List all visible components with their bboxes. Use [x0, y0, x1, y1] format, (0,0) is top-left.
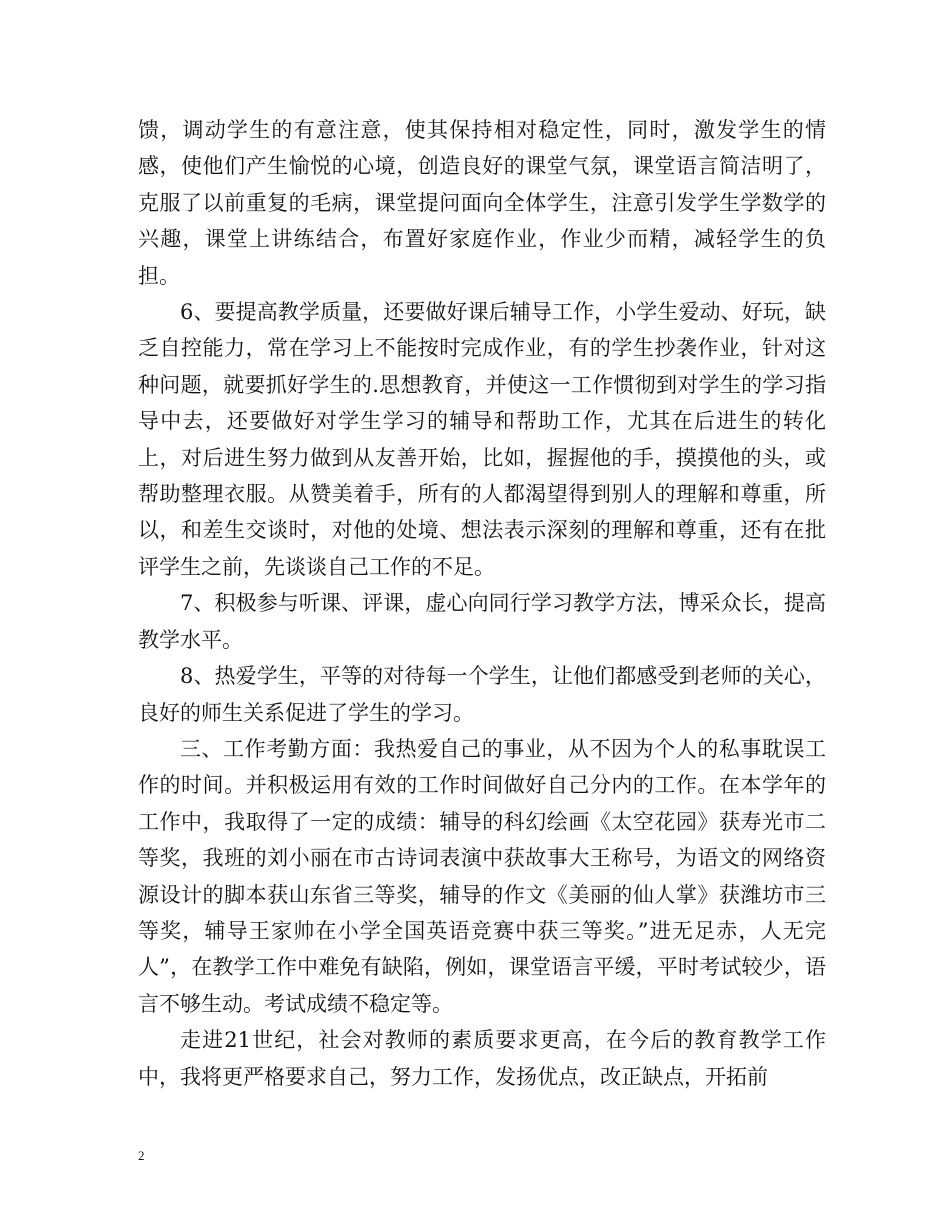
paragraph-item-7: 7、积极参与听课、评课，虚心向同行学习教学方法，博采众长，提高教学水平。: [138, 591, 826, 652]
paragraph-item-8: 8、热爱学生，平等的对待每一个学生，让他们都感受到老师的关心，良好的师生关系促进了学生的学习。: [138, 664, 826, 725]
paragraph-attendance: 三、工作考勤方面：我热爱自己的事业，从不因为个人的私事耽误工作的时间。并积极运用有效的工作时间做好自己分内的工作。在本学年的工作中，我取得了一定的成绩：辅导的科幻绘画《太空花园》获寿光市二等奖，我班的刘小丽在市古诗词表演中获故事大王称号，为语文的网络资源设计的脚本获山东省三等奖，辅导的作文《美丽的仙人掌》获潍坊市三等奖，辅导王家帅在小学全国英语竞赛中获三等奖。”进无足赤，人无完人”，在教学工作中难免有缺陷，例如，课堂语言平缓，平时考试较少，语言不够生动。考试成绩不稳定等。: [138, 736, 826, 1016]
paragraph-future: 走进21世纪，社会对教师的素质要求更高，在今后的教育教学工作中，我将更严格要求自己，努力工作，发扬优点，改正缺点，开拓前: [138, 1028, 826, 1089]
page-number: 2: [138, 1148, 145, 1163]
body-text: [138, 112, 826, 1095]
paragraph-item-6: 6、要提高教学质量，还要做好课后辅导工作，小学生爱动、好玩，缺乏自控能力，常在学习上不能按时完成作业，有的学生抄袭作业，针对这种问题，就要抓好学生的.思想教育，并使这一工作惯彻到对学生的学习指导中去，还要做好对学生学习的辅导和帮助工作，尤其在后进生的转化上，对后进生努力做到从友善开始，比如，握握他的手，摸摸他的头，或帮助整理衣服。从赞美着手，所有的人都渴望得到别人的理解和尊重，所以，和差生交谈时，对他的处境、想法表示深刻的理解和尊重，还有在批评学生之前，先谈谈自己工作的不足。: [138, 300, 826, 579]
paragraph-continuation: 馈，调动学生的有意注意，使其保持相对稳定性，同时，激发学生的情感，使他们产生愉悦的心境，创造良好的课堂气氛，课堂语言简洁明了，克服了以前重复的毛病，课堂提问面向全体学生，注意引发学生学数学的兴趣，课堂上讲练结合，布置好家庭作业，作业少而精，减轻学生的负担。: [138, 118, 826, 288]
